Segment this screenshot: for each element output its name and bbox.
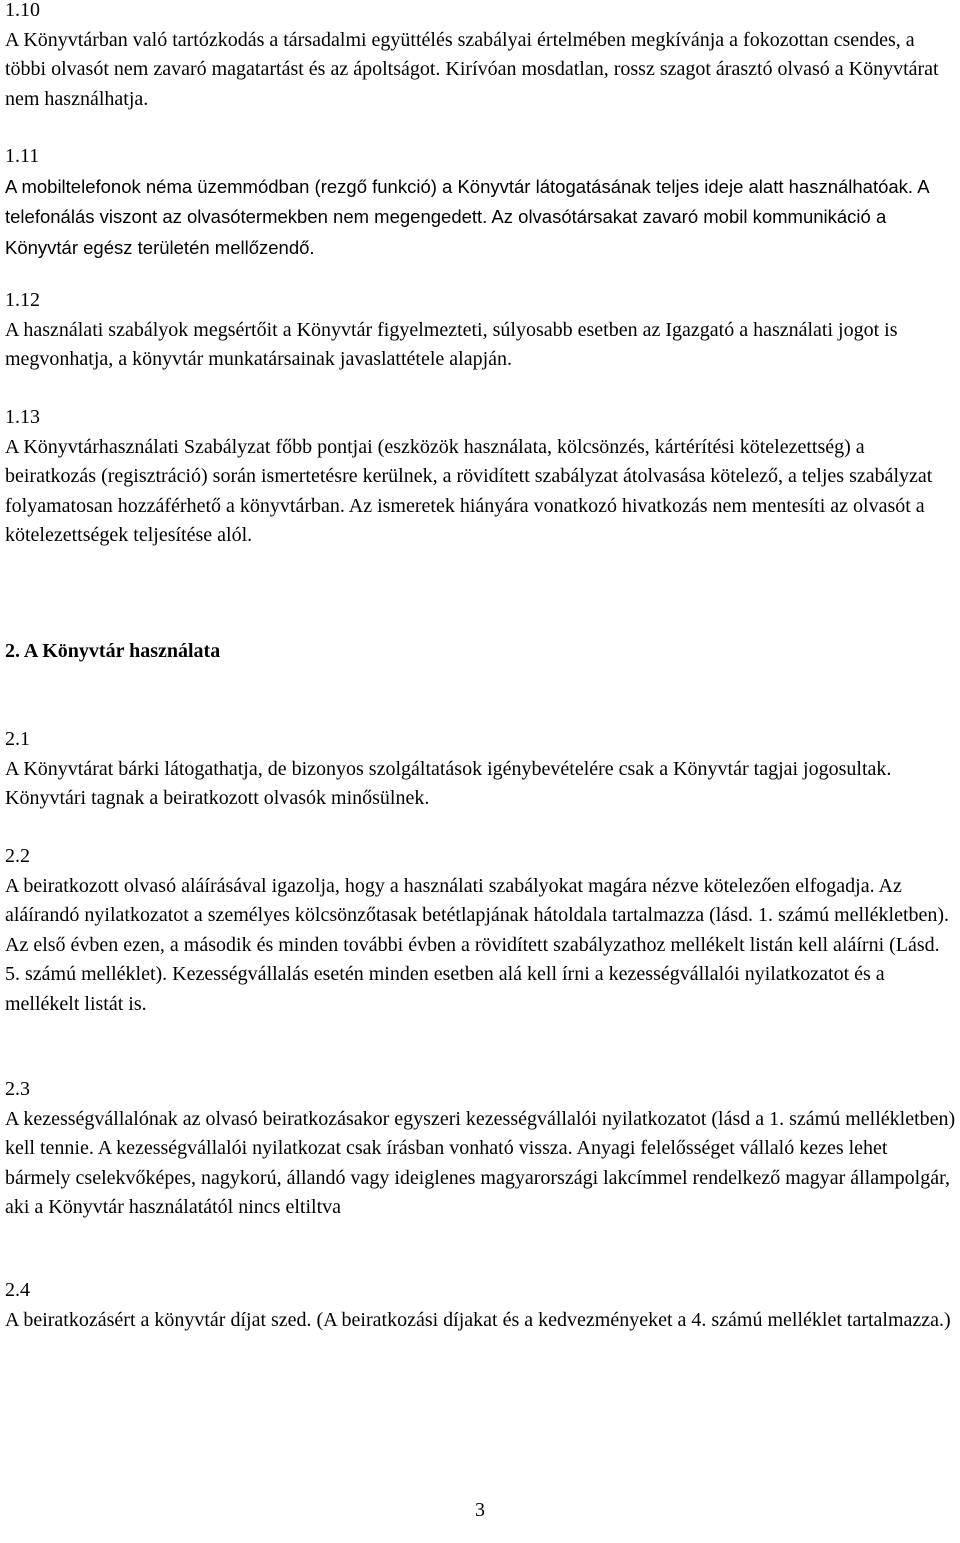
section-text: A beiratkozásért a könyvtár díjat szed. (A beiratkozási díjakat és a kedvezményeket a 4. számú melléklet tartalmazza.) bbox=[5, 1308, 951, 1331]
section-1-12 bbox=[5, 286, 957, 375]
section-number: 1.13 bbox=[5, 406, 40, 428]
section-number: 2.2 bbox=[5, 845, 30, 867]
section-number: 2.4 bbox=[5, 1279, 30, 1301]
section-number: 1.10 bbox=[5, 0, 40, 21]
section-text-part: A telefonálás viszont az olvasótermekben nem megengedett. bbox=[5, 175, 929, 227]
page-number: 3 bbox=[475, 1499, 485, 1521]
section-number: 2.3 bbox=[5, 1078, 30, 1100]
section-text-part: A mobiltelefonok néma üzemmódban (rezgő funkció) a Könyvtár látogatásának teljes ideje alatt használhatóak. bbox=[5, 175, 914, 197]
section-2-1 bbox=[5, 725, 957, 814]
section-text bbox=[5, 172, 957, 264]
section-1-11 bbox=[5, 142, 957, 263]
section-text: A használati szabályok megsértőit a Könyvtár figyelmezteti, súlyosabb esetben az Igazgató a használati jogot is megvonhatja, a könyvtár munkatársainak javaslattétele alapján. bbox=[5, 318, 898, 370]
section-number: 1.12 bbox=[5, 289, 40, 311]
section-text: A Könyvtárban való tartózkodás a társadalmi együttélés szabályai értelmében megkívánja a fokozottan csendes, a többi olvasót nem zavaró magatartást és az ápoltságot. Kirívóan mosdatlan, rossz szagot árasztó olvasó a Könyvtárat nem használhatja. bbox=[5, 28, 939, 110]
section-number: 2.1 bbox=[5, 728, 30, 750]
chapter-heading: 2. A Könyvtár használata bbox=[5, 640, 221, 662]
section-text-part: Az olvasótársakat zavaró mobil kommunikáció a Könyvtár egész területén mellőzendő. bbox=[5, 206, 887, 258]
section-2-2 bbox=[5, 842, 957, 1019]
section-text: A Könyvtárat bárki látogathatja, de bizonyos szolgáltatások igénybevételére csak a Könyvtár tagjai jogosultak. Könyvtári tagnak a beiratkozott olvasók minősülnek. bbox=[5, 757, 892, 809]
section-text: A kezességvállalónak az olvasó beiratkozásakor egyszeri kezességvállalói nyilatkozatot (lásd a 1. számú mellékletben) kell tennie. A kezességvállalói nyilatkozat csak írásban vonható vissza. Anyagi felelősséget vállaló kezes lehet bármely cselekvőképes, nagykorú, állandó vagy ideiglenes magyarországi lakcímmel rendelkező magyar állampolgár, aki a Könyvtár használatától nincs eltiltva bbox=[5, 1107, 956, 1218]
section-2-3 bbox=[5, 1075, 957, 1223]
section-text: A beiratkozott olvasó aláírásával igazolja, hogy a használati szabályokat magára nézve kötelezően elfogadja. Az aláírandó nyilatkozatot a személyes kölcsönzőtasak betétlapjának hátoldala tartalmazza (lásd. 1. számú mellékletben). Az első évben ezen, a második és minden további évben a rövidített szabályzathoz mellékelt listán kell aláírni (Lásd. 5. számú melléklet). Kezességvállalás esetén minden esetben alá kell írni a kezességvállalói nyilatkozatot és a mellékelt listát is. bbox=[5, 874, 950, 1015]
section-1-13 bbox=[5, 403, 957, 551]
section-1-10 bbox=[5, 0, 957, 114]
section-2-4 bbox=[5, 1276, 957, 1335]
section-text: A Könyvtárhasználati Szabályzat főbb pontjai (eszközök használata, kölcsönzés, kártérítési kötelezettség) a beiratkozás (regisztráció) során ismertetésre kerülnek, a rövidített szabályzat átolvasása kötelező, a teljes szabályzat folyamatosan hozzáférhető a könyvtárban. Az ismeretek hiányára vonatkozó hivatkozás nem mentesíti az olvasót a kötelezettségek teljesítése alól. bbox=[5, 435, 933, 546]
section-number: 1.11 bbox=[5, 145, 40, 167]
